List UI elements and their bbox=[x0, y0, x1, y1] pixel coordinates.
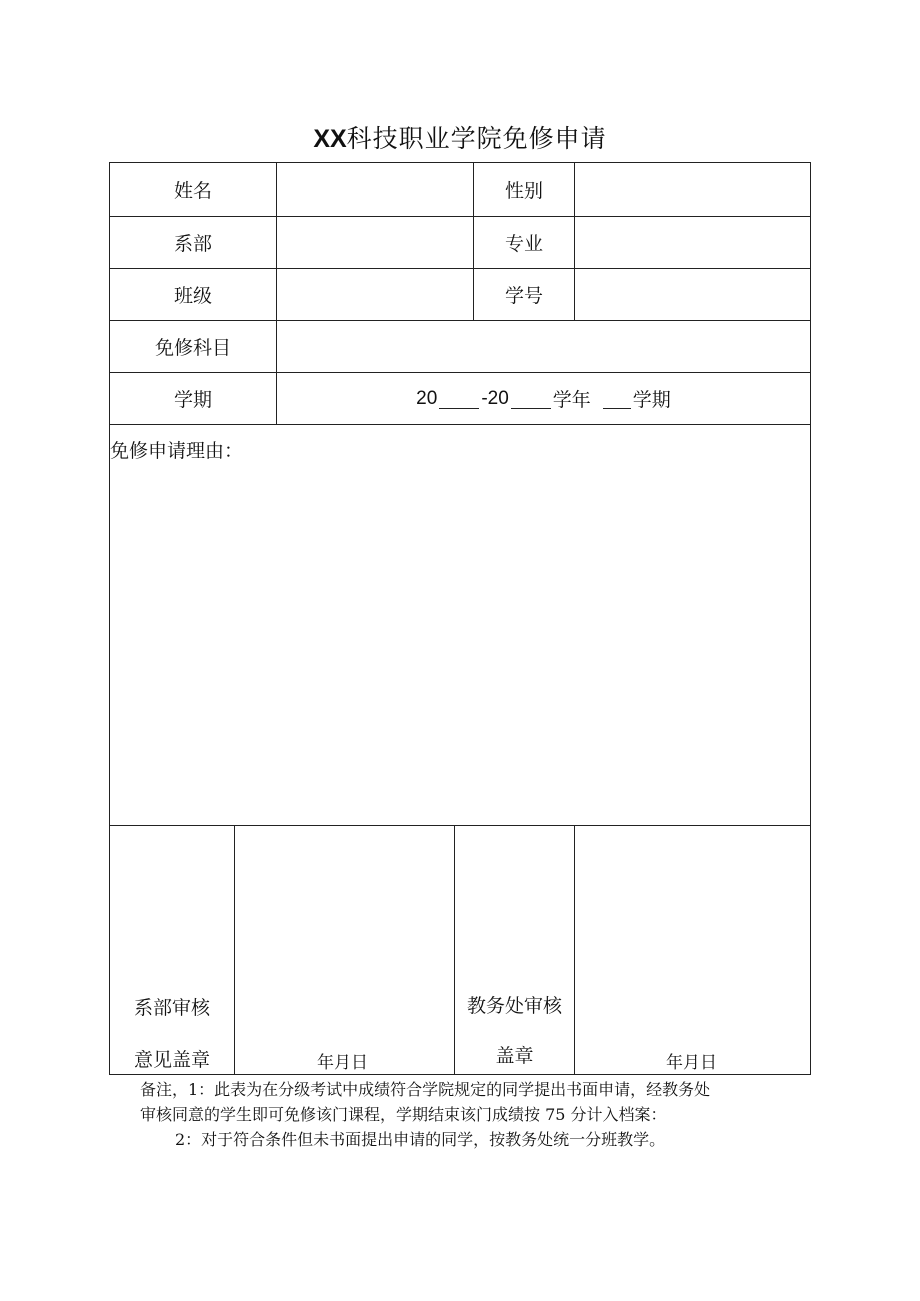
page-title bbox=[0, 119, 920, 159]
gender-field[interactable] bbox=[575, 163, 810, 216]
note-line-1: 备注，1：此表为在分级考试中成绩符合学院规定的同学提出书面申请，经教务处 bbox=[140, 1080, 711, 1099]
term-blank[interactable] bbox=[603, 388, 631, 409]
name-field[interactable] bbox=[277, 163, 473, 216]
gender-label: 性别 bbox=[504, 180, 543, 202]
notes bbox=[109, 1077, 819, 1152]
student-id-field[interactable] bbox=[575, 269, 810, 320]
dept-seal-label: 意见盖章 bbox=[133, 1049, 210, 1071]
student-id-label: 学号 bbox=[504, 285, 543, 307]
title-prefix: XX bbox=[313, 125, 347, 153]
office-seal-label: 盖章 bbox=[495, 1045, 534, 1067]
subject-field[interactable] bbox=[277, 321, 810, 372]
dept-date: 年月日 bbox=[317, 1053, 368, 1073]
name-label: 姓名 bbox=[173, 180, 212, 202]
semester-line bbox=[416, 385, 671, 412]
start-year-blank[interactable] bbox=[439, 388, 479, 409]
class-field[interactable] bbox=[277, 269, 473, 320]
year-prefix: 20 bbox=[416, 387, 438, 409]
major-label: 专业 bbox=[504, 233, 543, 255]
class-label: 班级 bbox=[173, 285, 212, 307]
application-form bbox=[109, 162, 811, 1075]
note-line-3: 2：对于符合条件但未书面提出申请的同学，按教务处统一分班教学。 bbox=[175, 1130, 666, 1149]
term-suffix: 学期 bbox=[632, 390, 671, 411]
major-field[interactable] bbox=[575, 217, 810, 268]
year-separator: -20 bbox=[481, 387, 509, 409]
year-suffix: 学年 bbox=[552, 390, 591, 411]
department-field[interactable] bbox=[277, 217, 473, 268]
department-label: 系部 bbox=[173, 233, 212, 255]
title-text: 科技职业学院免修申请 bbox=[346, 124, 607, 153]
office-signature-area[interactable] bbox=[575, 826, 810, 1074]
note-line-2: 审核同意的学生即可免修该门课程，学期结束该门成绩按 75 分计入档案： bbox=[140, 1105, 667, 1124]
reason-label: 免修申请理由： bbox=[110, 440, 244, 462]
col-divider bbox=[454, 825, 455, 1074]
subject-label: 免修科目 bbox=[154, 337, 231, 359]
semester-label: 学期 bbox=[173, 389, 212, 411]
office-review-label: 教务处审核 bbox=[466, 995, 562, 1017]
dept-review-label: 系部审核 bbox=[133, 997, 210, 1019]
semester-field bbox=[277, 373, 810, 424]
end-year-blank[interactable] bbox=[511, 388, 551, 409]
office-date: 年月日 bbox=[666, 1053, 717, 1073]
reason-textarea[interactable] bbox=[110, 425, 810, 825]
dept-signature-area[interactable] bbox=[235, 826, 454, 1074]
